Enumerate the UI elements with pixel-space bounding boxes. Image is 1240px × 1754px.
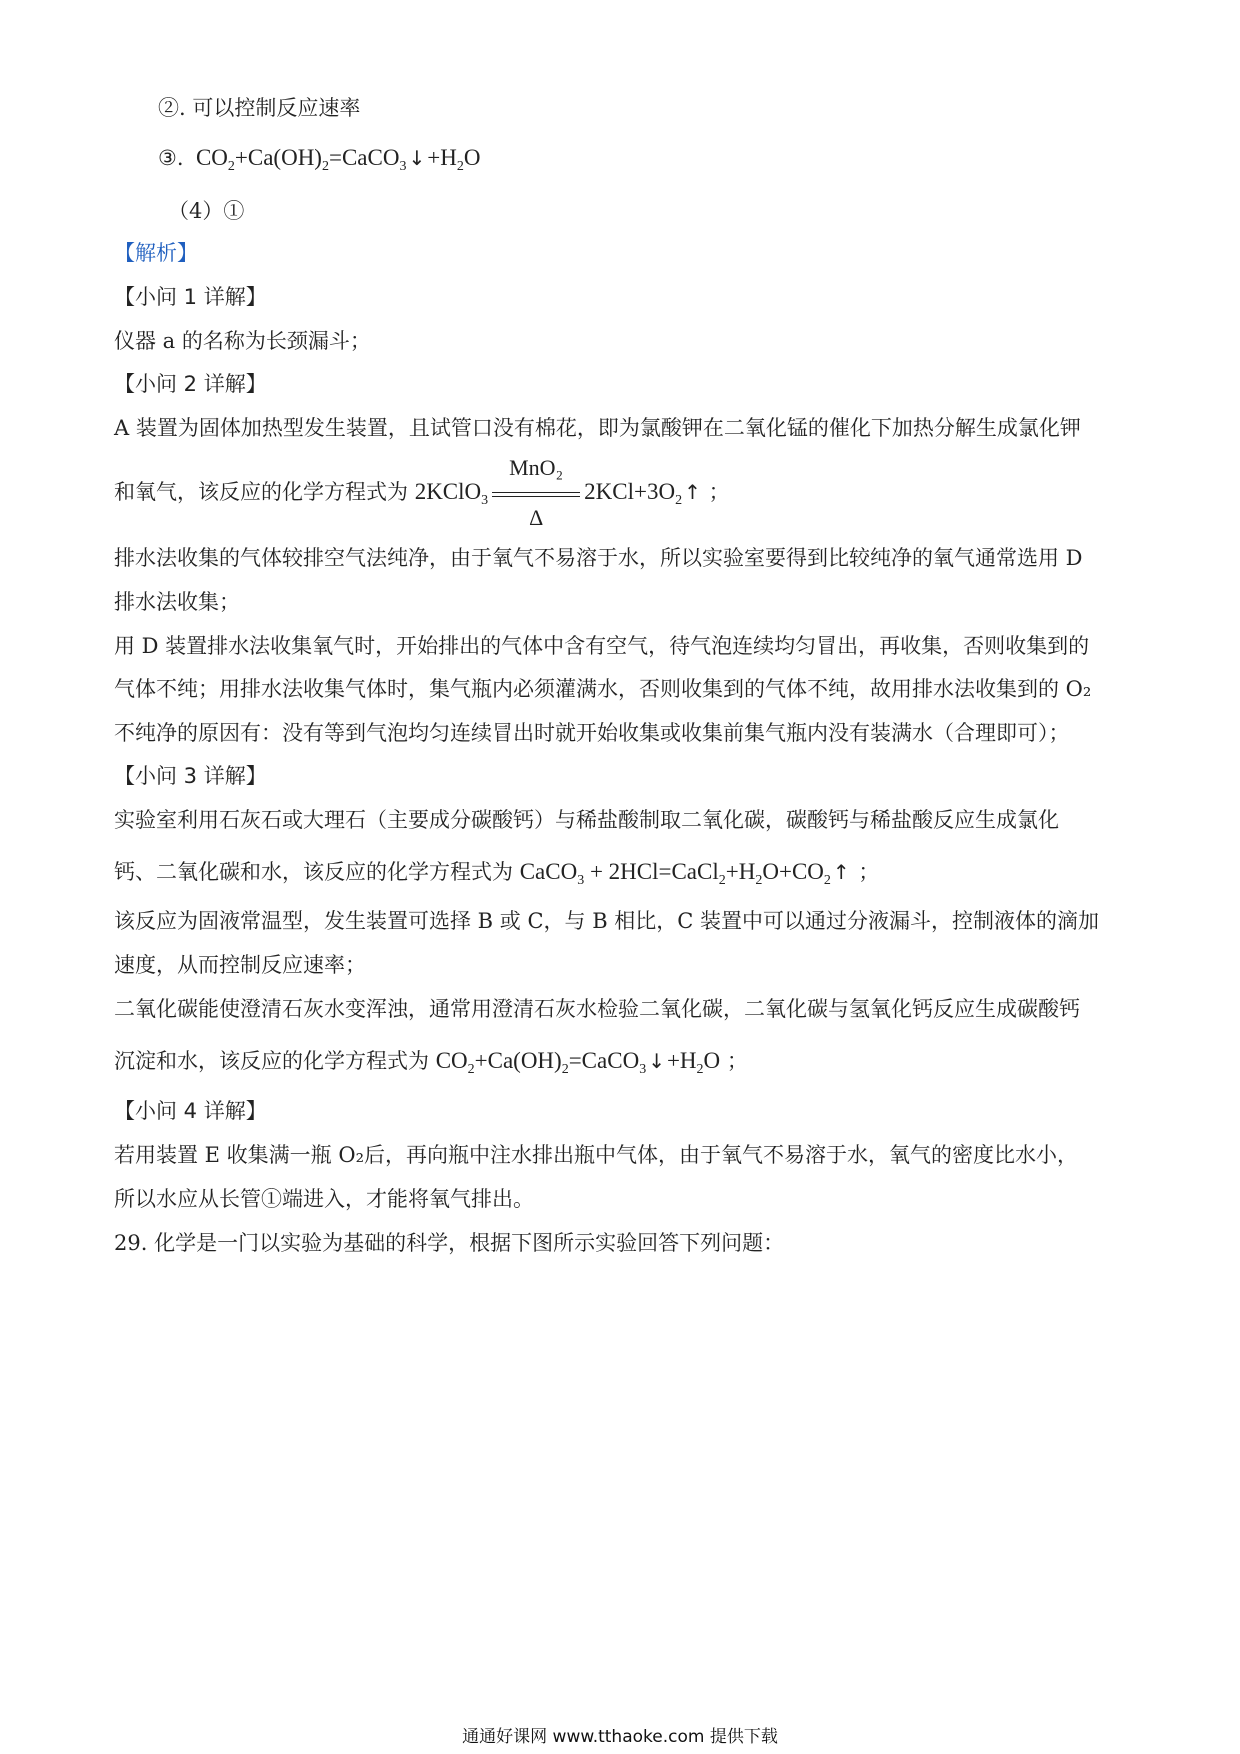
answer-3-prefix: ③. — [158, 146, 184, 170]
equation-co2-limewater-2: $CO_2+Ca(OH)_2=CaCO_3$ $↓+H_2O$ — [435, 1048, 721, 1077]
equation-kclo3: 2KClO$_3$ MnO₂ Δ $2KCl+3O_2$ ↑ — [415, 479, 709, 504]
q3-line-6-prefix: 沉淀和水，该反应的化学方程式为 — [114, 1049, 429, 1073]
q3-heading: 【小问 3 详解】 — [114, 764, 267, 788]
q3-line-5: 二氧化碳能使澄清石灰水变浑浊，通常用澄清石灰水检验二氧化碳，二氧化碳与氢氧化钙反应生成碳酸钙 — [114, 997, 1080, 1021]
catalyst-label: MnO₂ — [509, 454, 564, 480]
q1-heading: 【小问 1 详解】 — [114, 285, 267, 309]
equation-co2-limewater: $CO_2+Ca(OH)_2=CaCO_3$ $↓+H_2O$ — [190, 145, 481, 174]
analysis-heading: 【解析】 — [114, 241, 198, 265]
heat-label: Δ — [529, 504, 544, 530]
q3-line-4: 速度，从而控制反应速率； — [114, 953, 366, 977]
q2-line-2-suffix: ； — [708, 480, 730, 504]
q2-line-2 — [114, 454, 730, 530]
q2-line-2-prefix: 和氧气，该反应的化学方程式为 — [114, 480, 408, 504]
q3-line-3: 该反应为固液常温型，发生装置可选择 B 或 C，与 B 相比，C 装置中可以通过分液漏斗，控制液体的滴加 — [114, 909, 1100, 933]
q3-line-1: 实验室利用石灰石或大理石（主要成分碳酸钙）与稀盐酸制取二氧化碳，碳酸钙与稀盐酸反应生成氯化 — [114, 808, 1059, 832]
q3-line-2-suffix: ； — [858, 860, 880, 884]
q1-text: 仪器 a 的名称为长颈漏斗； — [114, 329, 371, 353]
q2-heading: 【小问 2 详解】 — [114, 372, 267, 396]
answer-2: ②. 可以控制反应速率 — [158, 96, 361, 120]
answer-3 — [158, 143, 480, 173]
question-29: 29. 化学是一门以实验为基础的科学，根据下图所示实验回答下列问题： — [114, 1231, 785, 1255]
q2-line-5: 用 D 装置排水法收集氧气时，开始排出的气体中含有空气，待气泡连续均匀冒出，再收集，否则收集到的 — [114, 634, 1090, 658]
q4-line-1: 若用装置 E 收集满一瓶 O₂后，再向瓶中注水排出瓶中气体，由于氧气不易溶于水，氧气的密度比水小， — [114, 1143, 1078, 1167]
q4-heading: 【小问 4 详解】 — [114, 1099, 267, 1123]
q4-line-2: 所以水应从长管①端进入，才能将氧气排出。 — [114, 1187, 534, 1211]
q2-line-4: 排水法收集； — [114, 590, 240, 614]
q3-line-6-suffix: ； — [726, 1049, 748, 1073]
q3-line-2-prefix: 钙、二氧化碳和水，该反应的化学方程式为 — [114, 860, 513, 884]
q2-line-6: 气体不纯；用排水法收集气体时，集气瓶内必须灌满水，否则收集到的气体不纯，故用排水法收集到的 O₂ — [114, 677, 1092, 701]
q3-line-2 — [114, 857, 879, 887]
reaction-condition — [490, 454, 582, 530]
q2-line-7: 不纯净的原因有：没有等到气泡均匀连续冒出时就开始收集或收集前集气瓶内没有装满水（合理即可）； — [114, 721, 1070, 745]
q3-line-6 — [114, 1046, 748, 1076]
q2-line-3: 排水法收集的气体较排空气法纯净，由于氧气不易溶于水，所以实验室要得到比较纯净的氧气通常选用 D — [114, 546, 1083, 570]
answer-4: （4）① — [168, 199, 245, 223]
q2-line-1: A 装置为固体加热型发生装置，且试管口没有棉花，即为氯酸钾在二氧化锰的催化下加热分解生成氯化钾 — [114, 416, 1081, 440]
page-footer: 通通好课网 www.tthaoke.com 提供下载 — [462, 1727, 778, 1747]
equation-caco3-hcl: CaCO$_3$ + $2HCl=CaCl_2+H_2O+CO_2$ ↑ — [519, 859, 850, 888]
